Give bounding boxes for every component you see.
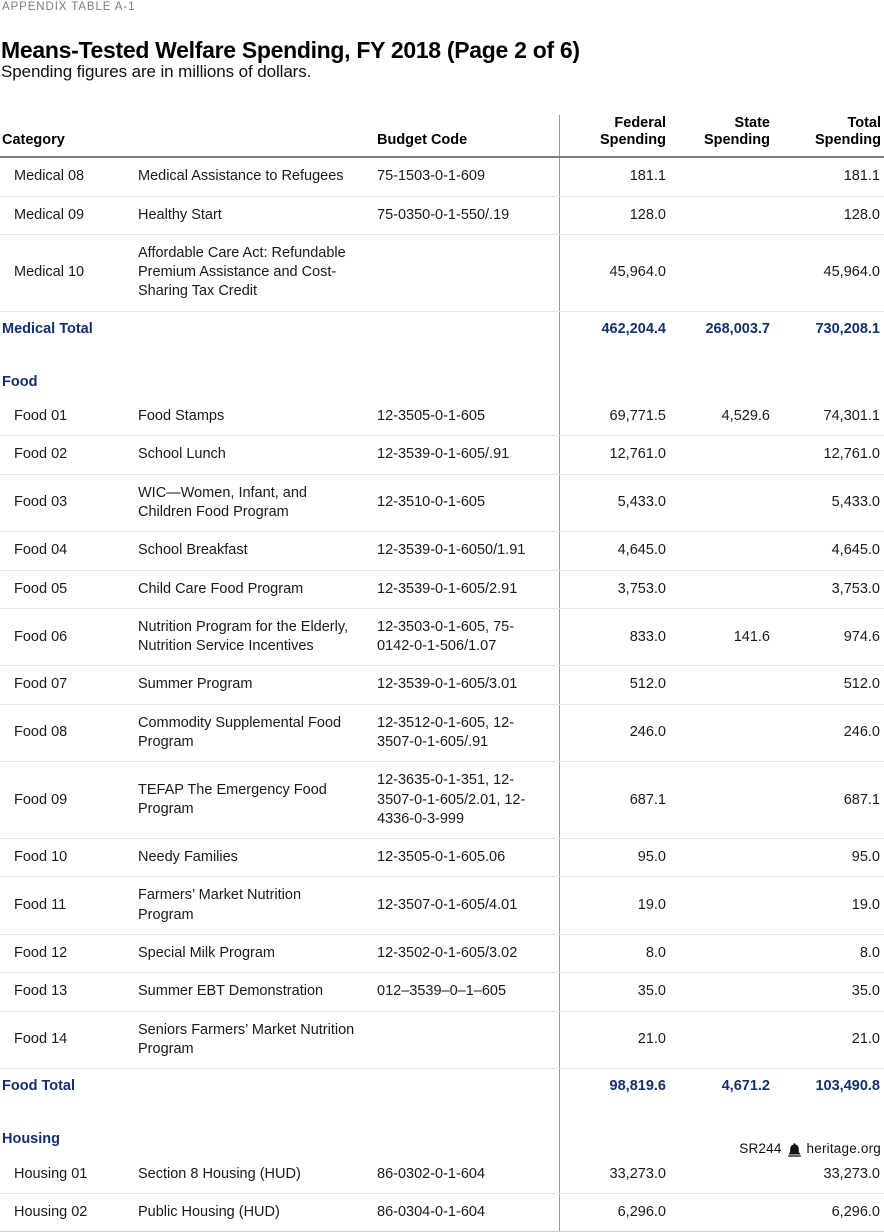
cell-program-name: Public Housing (HUD) bbox=[138, 1193, 368, 1231]
cell-category: Food 01 bbox=[0, 398, 138, 436]
cell-federal-spending: 69,771.5 bbox=[559, 398, 669, 436]
cell-total-spending: 35.0 bbox=[773, 973, 884, 1011]
cell-total-spending: 5,433.0 bbox=[773, 474, 884, 532]
column-header-name bbox=[138, 115, 368, 157]
cell-state-spending bbox=[669, 839, 773, 877]
cell-category: Food 14 bbox=[0, 1011, 138, 1069]
table-row bbox=[0, 398, 884, 436]
cell-state-spending bbox=[669, 934, 773, 972]
cell-federal-spending: 45,964.0 bbox=[559, 234, 669, 311]
cell-budget-code: 12-3510-0-1-605 bbox=[368, 474, 559, 532]
cell-category: Food 05 bbox=[0, 570, 138, 608]
column-header-state-spending bbox=[669, 115, 773, 157]
table-row bbox=[0, 704, 884, 762]
cell-federal-spending: 12,761.0 bbox=[559, 436, 669, 474]
cell-program-name: School Breakfast bbox=[138, 532, 368, 570]
cell-state-spending: 141.6 bbox=[669, 608, 773, 666]
cell-program-name: Nutrition Program for the Elderly, Nutrition Service Incentives bbox=[138, 608, 368, 666]
cell-federal-spending bbox=[559, 1118, 669, 1155]
cell-program-name: Seniors Farmers’ Market Nutrition Program bbox=[138, 1011, 368, 1069]
table-row bbox=[0, 608, 884, 666]
cell-federal-spending: 4,645.0 bbox=[559, 532, 669, 570]
table-body bbox=[0, 157, 884, 1232]
cell-budget-code: 12-3505-0-1-605.06 bbox=[368, 839, 559, 877]
cell-federal-spending: 687.1 bbox=[559, 762, 669, 839]
cell-category: Food 03 bbox=[0, 474, 138, 532]
cell-state-spending bbox=[669, 157, 773, 196]
cell-budget-code bbox=[368, 361, 559, 398]
cell-federal-spending: 462,204.4 bbox=[559, 311, 669, 347]
cell-category: Food 02 bbox=[0, 436, 138, 474]
cell-budget-code: 12-3539-0-1-605/3.01 bbox=[368, 666, 559, 704]
table-row bbox=[0, 157, 884, 196]
cell-state-spending bbox=[669, 666, 773, 704]
table-row bbox=[0, 474, 884, 532]
cell-budget-code bbox=[368, 234, 559, 311]
cell-budget-code bbox=[368, 1118, 559, 1155]
cell-category: Food 09 bbox=[0, 762, 138, 839]
table-header-row bbox=[0, 115, 884, 157]
table-row bbox=[0, 570, 884, 608]
column-header-total-line1: Total bbox=[847, 115, 881, 131]
cell-budget-code bbox=[368, 311, 559, 347]
cell-federal-spending: 246.0 bbox=[559, 704, 669, 762]
cell-federal-spending: 98,819.6 bbox=[559, 1069, 669, 1105]
table-total-row bbox=[0, 1069, 884, 1105]
cell-total-spending: 4,645.0 bbox=[773, 532, 884, 570]
cell-state-spending bbox=[669, 973, 773, 1011]
cell-state-spending bbox=[669, 196, 773, 234]
cell-federal-spending: 8.0 bbox=[559, 934, 669, 972]
table-row bbox=[0, 234, 884, 311]
cell-budget-code: 12-3512-0-1-605, 12-3507-0-1-605/.91 bbox=[368, 704, 559, 762]
footer bbox=[739, 1141, 881, 1156]
cell-program-name: School Lunch bbox=[138, 436, 368, 474]
cell-total-spending: 103,490.8 bbox=[773, 1069, 884, 1105]
cell-category: Food 06 bbox=[0, 608, 138, 666]
cell-program-name bbox=[138, 1118, 368, 1155]
cell-state-spending bbox=[669, 532, 773, 570]
cell-federal-spending: 33,273.0 bbox=[559, 1156, 669, 1194]
cell-program-name: Summer EBT Demonstration bbox=[138, 973, 368, 1011]
cell-state-spending bbox=[669, 1156, 773, 1194]
cell-program-name: Healthy Start bbox=[138, 196, 368, 234]
cell-total-spending: 730,208.1 bbox=[773, 311, 884, 347]
cell-total-spending: 12,761.0 bbox=[773, 436, 884, 474]
cell-budget-code: 12-3539-0-1-605/2.91 bbox=[368, 570, 559, 608]
table-row bbox=[0, 1156, 884, 1194]
cell-program-name: Child Care Food Program bbox=[138, 570, 368, 608]
cell-program-name: Medical Assistance to Refugees bbox=[138, 157, 368, 196]
cell-total-spending: 512.0 bbox=[773, 666, 884, 704]
column-header-state-line2: Spending bbox=[703, 132, 770, 149]
cell-category: Medical 09 bbox=[0, 196, 138, 234]
cell-category: Medical 08 bbox=[0, 157, 138, 196]
cell-budget-code: 12-3507-0-1-605/4.01 bbox=[368, 877, 559, 935]
cell-total-spending: 128.0 bbox=[773, 196, 884, 234]
cell-program-name: Food Stamps bbox=[138, 398, 368, 436]
cell-program-name: Section 8 Housing (HUD) bbox=[138, 1156, 368, 1194]
cell-state-spending bbox=[669, 570, 773, 608]
cell-category: Food 11 bbox=[0, 877, 138, 935]
cell-budget-code: 86-0302-0-1-604 bbox=[368, 1156, 559, 1194]
cell-category: Food 13 bbox=[0, 973, 138, 1011]
column-header-total-spending bbox=[773, 115, 884, 157]
cell-federal-spending: 833.0 bbox=[559, 608, 669, 666]
page-title: Means-Tested Welfare Spending, FY 2018 (Page 2 of 6) bbox=[1, 37, 580, 64]
column-header-state-line1: State bbox=[734, 115, 770, 131]
table-row bbox=[0, 762, 884, 839]
cell-category: Food bbox=[2, 373, 38, 390]
cell-state-spending: 4,671.2 bbox=[669, 1069, 773, 1105]
cell-federal-spending: 181.1 bbox=[559, 157, 669, 196]
cell-program-name: TEFAP The Emergency Food Program bbox=[138, 762, 368, 839]
cell-total-spending: 33,273.0 bbox=[773, 1156, 884, 1194]
cell-budget-code bbox=[368, 1069, 559, 1105]
column-header-federal-line1: Federal bbox=[614, 115, 666, 131]
cell-category: Food 04 bbox=[0, 532, 138, 570]
table-row bbox=[0, 839, 884, 877]
table-row bbox=[0, 1193, 884, 1231]
table-header bbox=[0, 115, 884, 157]
cell-state-spending bbox=[669, 762, 773, 839]
cell-federal-spending: 6,296.0 bbox=[559, 1193, 669, 1231]
column-header-budget-code: Budget Code bbox=[368, 115, 559, 157]
page-subtitle: Spending figures are in millions of dollars. bbox=[1, 62, 312, 81]
cell-federal-spending: 3,753.0 bbox=[559, 570, 669, 608]
column-header-total-line2: Spending bbox=[814, 132, 881, 149]
cell-program-name bbox=[138, 1069, 368, 1105]
liberty-bell-icon bbox=[788, 1143, 801, 1157]
cell-budget-code: 12-3502-0-1-605/3.02 bbox=[368, 934, 559, 972]
cell-total-spending: 246.0 bbox=[773, 704, 884, 762]
cell-total-spending: 6,296.0 bbox=[773, 1193, 884, 1231]
cell-budget-code: 012–3539–0–1–605 bbox=[368, 973, 559, 1011]
cell-program-name bbox=[138, 361, 368, 398]
cell-category: Housing 02 bbox=[0, 1193, 138, 1231]
cell-budget-code: 12-3503-0-1-605, 75-0142-0-1-506/1.07 bbox=[368, 608, 559, 666]
report-id: SR244 bbox=[739, 1141, 782, 1156]
cell-program-name: Summer Program bbox=[138, 666, 368, 704]
table-row bbox=[0, 436, 884, 474]
cell-state-spending bbox=[669, 474, 773, 532]
cell-total-spending bbox=[773, 361, 884, 398]
cell-federal-spending: 512.0 bbox=[559, 666, 669, 704]
cell-state-spending bbox=[669, 234, 773, 311]
eyebrow-label: APPENDIX TABLE A-1 bbox=[2, 1, 136, 13]
cell-total-spending: 45,964.0 bbox=[773, 234, 884, 311]
cell-program-name: WIC—Women, Infant, and Children Food Program bbox=[138, 474, 368, 532]
column-header-federal-line2: Spending bbox=[599, 132, 666, 149]
table-total-row bbox=[0, 311, 884, 347]
table-spacer-row bbox=[0, 1104, 884, 1118]
cell-category: Medical 10 bbox=[0, 234, 138, 311]
spending-table-container bbox=[0, 115, 884, 1232]
cell-state-spending: 4,529.6 bbox=[669, 398, 773, 436]
cell-category: Food 07 bbox=[0, 666, 138, 704]
table-row bbox=[0, 973, 884, 1011]
spending-table bbox=[0, 115, 884, 1232]
cell-category: Food Total bbox=[0, 1069, 138, 1105]
table-row bbox=[0, 934, 884, 972]
table-row bbox=[0, 196, 884, 234]
cell-category: Food 08 bbox=[0, 704, 138, 762]
cell-program-name: Needy Families bbox=[138, 839, 368, 877]
cell-category: Medical Total bbox=[0, 311, 138, 347]
cell-program-name: Commodity Supplemental Food Program bbox=[138, 704, 368, 762]
table-row bbox=[0, 877, 884, 935]
cell-program-name: Farmers’ Market Nutrition Program bbox=[138, 877, 368, 935]
cell-budget-code: 12-3505-0-1-605 bbox=[368, 398, 559, 436]
cell-total-spending: 3,753.0 bbox=[773, 570, 884, 608]
cell-state-spending bbox=[669, 877, 773, 935]
cell-total-spending: 181.1 bbox=[773, 157, 884, 196]
cell-budget-code: 12-3539-0-1-6050/1.91 bbox=[368, 532, 559, 570]
cell-category: Housing bbox=[2, 1131, 60, 1148]
column-header-category: Category bbox=[0, 115, 138, 157]
cell-budget-code: 75-0350-0-1-550/.19 bbox=[368, 196, 559, 234]
table-group-heading-row bbox=[0, 361, 884, 398]
column-header-federal-spending bbox=[559, 115, 669, 157]
table-row bbox=[0, 532, 884, 570]
cell-state-spending bbox=[669, 1011, 773, 1069]
cell-program-name: Affordable Care Act: Refundable Premium Assistance and Cost-Sharing Tax Credit bbox=[138, 234, 368, 311]
cell-total-spending: 8.0 bbox=[773, 934, 884, 972]
table-row bbox=[0, 1011, 884, 1069]
cell-budget-code: 75-1503-0-1-609 bbox=[368, 157, 559, 196]
cell-category: Housing 01 bbox=[0, 1156, 138, 1194]
cell-program-name: Special Milk Program bbox=[138, 934, 368, 972]
cell-category: Food 12 bbox=[0, 934, 138, 972]
cell-total-spending: 19.0 bbox=[773, 877, 884, 935]
cell-total-spending: 974.6 bbox=[773, 608, 884, 666]
table-spacer-row bbox=[0, 347, 884, 361]
site-url: heritage.org bbox=[806, 1141, 881, 1156]
cell-federal-spending: 5,433.0 bbox=[559, 474, 669, 532]
cell-budget-code bbox=[368, 1011, 559, 1069]
cell-federal-spending: 35.0 bbox=[559, 973, 669, 1011]
cell-budget-code: 86-0304-0-1-604 bbox=[368, 1193, 559, 1231]
cell-federal-spending: 19.0 bbox=[559, 877, 669, 935]
cell-budget-code: 12-3635-0-1-351, 12-3507-0-1-605/2.01, 12-4336-0-3-999 bbox=[368, 762, 559, 839]
cell-budget-code: 12-3539-0-1-605/.91 bbox=[368, 436, 559, 474]
cell-state-spending bbox=[669, 1193, 773, 1231]
cell-state-spending bbox=[669, 361, 773, 398]
cell-federal-spending: 95.0 bbox=[559, 839, 669, 877]
cell-total-spending: 95.0 bbox=[773, 839, 884, 877]
cell-total-spending: 687.1 bbox=[773, 762, 884, 839]
cell-state-spending bbox=[669, 704, 773, 762]
cell-state-spending: 268,003.7 bbox=[669, 311, 773, 347]
cell-federal-spending bbox=[559, 361, 669, 398]
cell-state-spending bbox=[669, 436, 773, 474]
cell-program-name bbox=[138, 311, 368, 347]
cell-federal-spending: 128.0 bbox=[559, 196, 669, 234]
cell-category: Food 10 bbox=[0, 839, 138, 877]
cell-total-spending: 21.0 bbox=[773, 1011, 884, 1069]
table-row bbox=[0, 666, 884, 704]
cell-federal-spending: 21.0 bbox=[559, 1011, 669, 1069]
cell-total-spending: 74,301.1 bbox=[773, 398, 884, 436]
